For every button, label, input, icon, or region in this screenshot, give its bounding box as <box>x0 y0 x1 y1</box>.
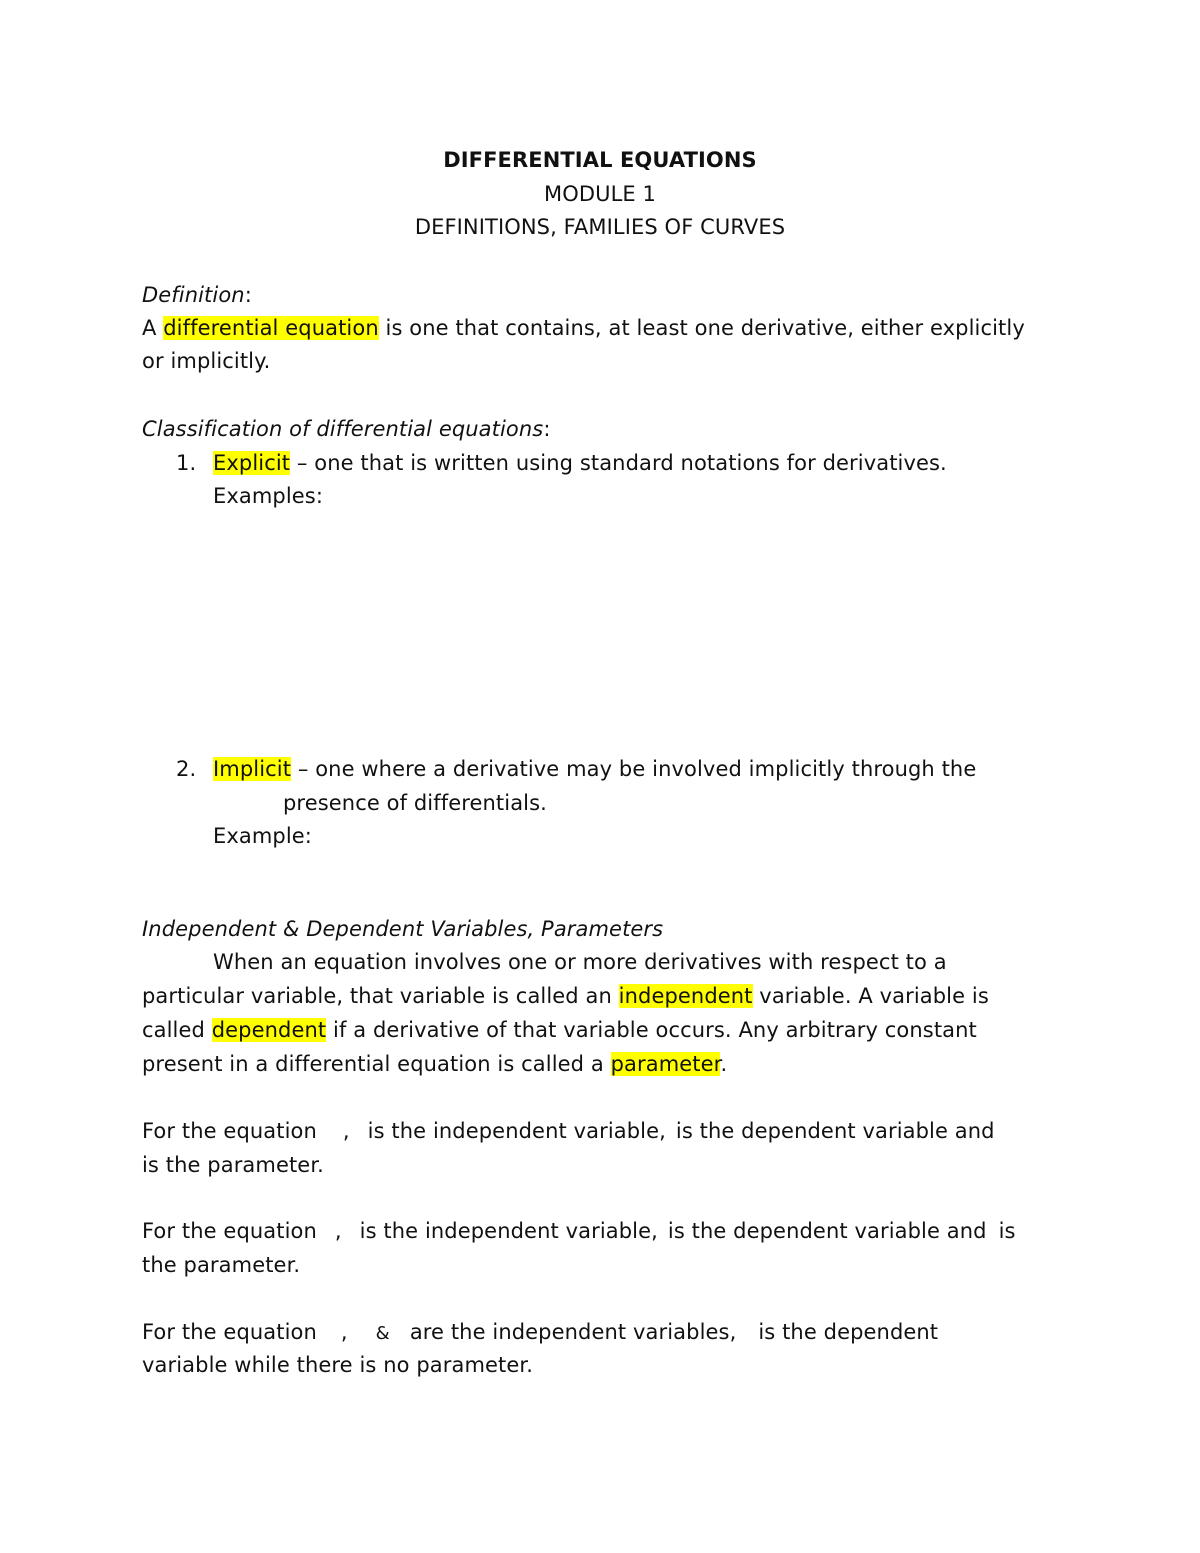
variables-paragraph-line-4 <box>142 1049 727 1079</box>
ex3-c: & <box>375 1323 390 1344</box>
definition-line1-pre: A <box>142 316 164 340</box>
p4-pre: present in a differential equation is called a <box>142 1052 611 1076</box>
definition-heading-text: Definition <box>142 283 245 307</box>
p2-pre: particular variable, that variable is called an <box>142 984 619 1008</box>
p4-post: . <box>720 1052 728 1076</box>
example-3-line-1 <box>142 1317 938 1347</box>
item-number-1: 1. <box>176 451 197 475</box>
highlight-explicit: Explicit <box>213 451 291 475</box>
ex2-e: is <box>998 1219 1016 1243</box>
variables-heading: Independent & Dependent Variables, Parameters <box>142 917 664 941</box>
highlight-implicit: Implicit <box>213 757 292 781</box>
classification-heading-text: Classification of differential equations <box>142 417 544 441</box>
ex1-d: is the dependent variable and <box>675 1119 995 1143</box>
ex3-e: is the dependent <box>758 1320 939 1344</box>
highlight-differential-equation: differential equation <box>163 316 379 340</box>
document-title: DIFFERENTIAL EQUATIONS <box>443 148 757 172</box>
ex3-d: are the independent variables, <box>409 1320 737 1344</box>
highlight-independent: independent <box>618 984 753 1008</box>
implicit-description-cont: presence of differentials. <box>283 791 547 815</box>
document-subtitle: DEFINITIONS, FAMILIES OF CURVES <box>414 215 786 239</box>
ex2-d: is the dependent variable and <box>667 1219 987 1243</box>
definition-line-2: or implicitly. <box>142 349 271 373</box>
p3-pre: called <box>142 1018 212 1042</box>
definition-heading <box>142 280 252 310</box>
definition-heading-colon: : <box>244 283 252 307</box>
p2-post: variable. A variable is <box>752 984 989 1008</box>
example-2-line-1 <box>142 1216 1016 1246</box>
ex3-b: , <box>340 1320 348 1344</box>
ex3-a: For the equation <box>142 1320 317 1344</box>
variables-paragraph-line-3 <box>142 1015 977 1045</box>
ex1-a: For the equation <box>142 1119 317 1143</box>
item-number-2: 2. <box>176 757 197 781</box>
ex2-b: , <box>334 1219 342 1243</box>
module-label: MODULE 1 <box>544 182 656 206</box>
classification-item-explicit <box>142 448 947 478</box>
ex1-c: is the independent variable, <box>367 1119 666 1143</box>
example-2-line-2: the parameter. <box>142 1253 301 1277</box>
highlight-parameter: parameter <box>610 1052 721 1076</box>
example-1-line-2: is the parameter. <box>142 1153 324 1177</box>
classification-heading <box>142 414 551 444</box>
classification-item-implicit <box>142 754 976 784</box>
ex1-b: , <box>342 1119 350 1143</box>
example-3-line-2: variable while there is no parameter. <box>142 1353 533 1377</box>
examples-label: Examples: <box>213 484 324 508</box>
definition-line-1 <box>142 313 1025 343</box>
definition-line1-post: is one that contains, at least one derivative, either explicitly <box>378 316 1025 340</box>
variables-paragraph-line-2 <box>142 981 989 1011</box>
implicit-description: – one where a derivative may be involved implicitly through the <box>291 757 977 781</box>
classification-heading-colon: : <box>543 417 551 441</box>
example-label: Example: <box>213 824 312 848</box>
example-1-line-1 <box>142 1116 995 1146</box>
ex2-c: is the independent variable, <box>359 1219 658 1243</box>
explicit-description: – one that is written using standard notations for derivatives. <box>290 451 947 475</box>
highlight-dependent: dependent <box>211 1018 327 1042</box>
ex2-a: For the equation <box>142 1219 317 1243</box>
variables-paragraph-line-1: When an equation involves one or more derivatives with respect to a <box>213 950 947 974</box>
p3-post: if a derivative of that variable occurs. Any arbitrary constant <box>326 1018 977 1042</box>
